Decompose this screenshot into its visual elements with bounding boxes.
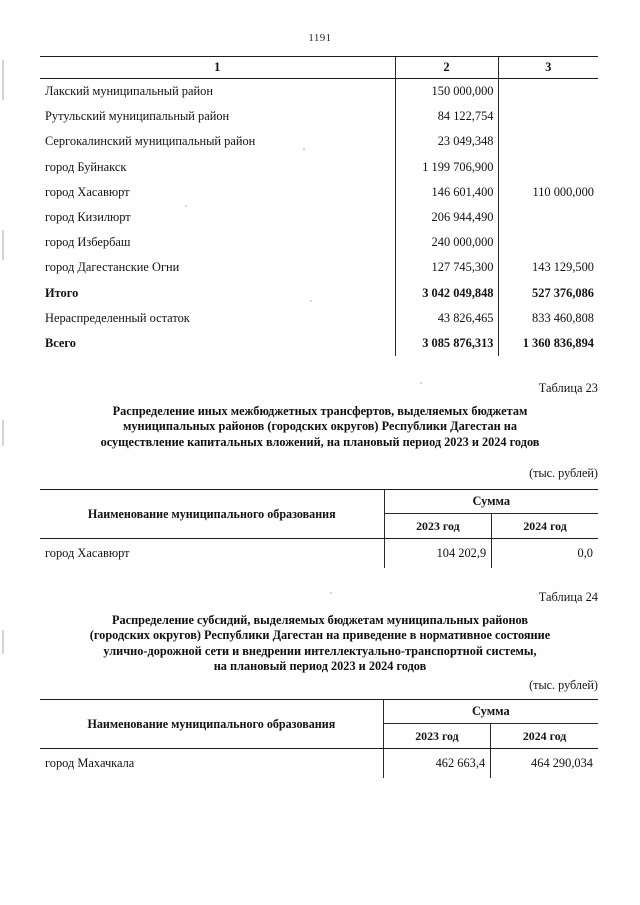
scan-edge-artifact (2, 630, 4, 654)
row-value-col3 (498, 205, 598, 230)
row-label: город Буйнакск (45, 159, 127, 174)
row-value-col3 (498, 104, 598, 129)
row-label: Всего (45, 335, 76, 350)
table-24 (40, 699, 598, 778)
scan-edge-artifact (2, 230, 4, 260)
row-value-col2: 150 000,000 (395, 79, 498, 105)
scan-edge-artifact (2, 420, 4, 446)
scan-speck (330, 592, 332, 594)
page-number: 1191 (308, 32, 332, 44)
continuation-table (40, 56, 598, 356)
table-row (40, 79, 598, 105)
row-label: город Дагестанские Огни (45, 260, 180, 275)
table-row (40, 155, 598, 180)
table-23-header-year-2023: 2023 год (384, 514, 492, 539)
scan-edge-artifact (2, 60, 4, 100)
row-value-col2: 1 199 706,900 (395, 155, 498, 180)
row-value-col3: 110 000,000 (498, 180, 598, 205)
row-value-col3 (498, 155, 598, 180)
table-24-header-sum: Сумма (383, 700, 598, 724)
column-header-2: 2 (395, 57, 498, 79)
table-header-row (40, 57, 598, 79)
row-label: Нераспределенный остаток (45, 310, 190, 325)
table-label-24: Таблица 24 (538, 590, 598, 604)
row-label: город Махачкала (45, 756, 135, 770)
row-value-2023: 462 663,4 (383, 749, 490, 779)
table-24-body (40, 749, 598, 779)
table-row (40, 539, 598, 569)
row-label: Рутульский муниципальный район (45, 109, 230, 124)
row-label: Лакский муниципальный район (45, 84, 213, 99)
table-24-header-name: Наименование муниципального образования (40, 700, 383, 749)
row-label: Итого (45, 285, 79, 300)
table-row (40, 104, 598, 129)
section-title-23-line-1: Распределение иных межбюджетных трансфертов, выделяемых бюджетам (112, 404, 528, 418)
row-value-col2: 240 000,000 (395, 230, 498, 255)
row-value-col2: 206 944,490 (395, 205, 498, 230)
units-label-23: (тыс. рублей) (529, 466, 598, 480)
section-title-24-line-3: улично-дорожной сети и внедрении интеллектуально-транспортной системы, (103, 643, 537, 658)
row-value-col3: 143 129,500 (498, 255, 598, 280)
row-value-col3 (498, 79, 598, 105)
row-value-col2: 84 122,754 (395, 104, 498, 129)
section-title-24-line-2: (городских округов) Республики Дагестан на приведение в нормативное состояние (89, 628, 551, 643)
row-label: город Кизилюрт (45, 210, 131, 225)
table-row (40, 281, 598, 306)
row-value-col2: 127 745,300 (395, 255, 498, 280)
row-value-col3: 833 460,808 (498, 306, 598, 331)
section-title-24-line-4: на плановый период 2023 и 2024 годов (213, 659, 427, 674)
table-row (40, 205, 598, 230)
row-value-2024: 464 290,034 (491, 749, 598, 779)
row-value-col2: 23 049,348 (395, 129, 498, 154)
row-value-col2: 146 601,400 (395, 180, 498, 205)
row-value-col2: 43 826,465 (395, 306, 498, 331)
section-title-24-line-1: Распределение субсидий, выделяемых бюджетам муниципальных районов (111, 613, 529, 627)
table-label-23: Таблица 23 (538, 381, 598, 395)
row-value-2024: 0,0 (492, 539, 598, 569)
row-value-col3 (498, 129, 598, 154)
table-row (40, 230, 598, 255)
table-23 (40, 489, 598, 568)
row-value-col2: 3 085 876,313 (395, 331, 498, 356)
table-24-header-year-2024: 2024 год (491, 724, 598, 749)
table-23-header-year-2024: 2024 год (492, 514, 598, 539)
table-23-header-sum: Сумма (384, 490, 598, 514)
table-row (40, 749, 598, 779)
section-title-23-line-2: муниципальных районов (городских округов) Республики Дагестан на (123, 419, 517, 434)
column-header-3: 3 (498, 57, 598, 79)
table-row (40, 129, 598, 154)
continuation-table-body (40, 79, 598, 357)
row-label: город Хасавюрт (45, 546, 130, 560)
row-value-col3 (498, 230, 598, 255)
table-row (40, 331, 598, 356)
section-title-24 (60, 613, 580, 675)
table-row (40, 180, 598, 205)
table-row (40, 306, 598, 331)
section-title-23-line-3: осуществление капитальных вложений, на плановый период 2023 и 2024 годов (100, 434, 540, 449)
scan-speck (420, 382, 422, 384)
row-label: Сергокалинский муниципальный район (45, 134, 256, 149)
row-value-2023: 104 202,9 (384, 539, 492, 569)
table-24-header-year-2023: 2023 год (383, 724, 490, 749)
section-title-23 (60, 404, 580, 450)
table-23-header-name: Наименование муниципального образования (40, 490, 384, 539)
table-23-header-row-1 (40, 490, 598, 514)
table-24-header-row-1 (40, 700, 598, 724)
units-label-24: (тыс. рублей) (529, 678, 598, 692)
row-label: город Избербаш (45, 235, 131, 250)
row-value-col2: 3 042 049,848 (395, 281, 498, 306)
row-value-col3: 527 376,086 (498, 281, 598, 306)
table-row (40, 255, 598, 280)
row-value-col3: 1 360 836,894 (498, 331, 598, 356)
row-label: город Хасавюрт (45, 184, 130, 199)
column-header-1: 1 (40, 57, 395, 79)
table-23-body (40, 539, 598, 569)
